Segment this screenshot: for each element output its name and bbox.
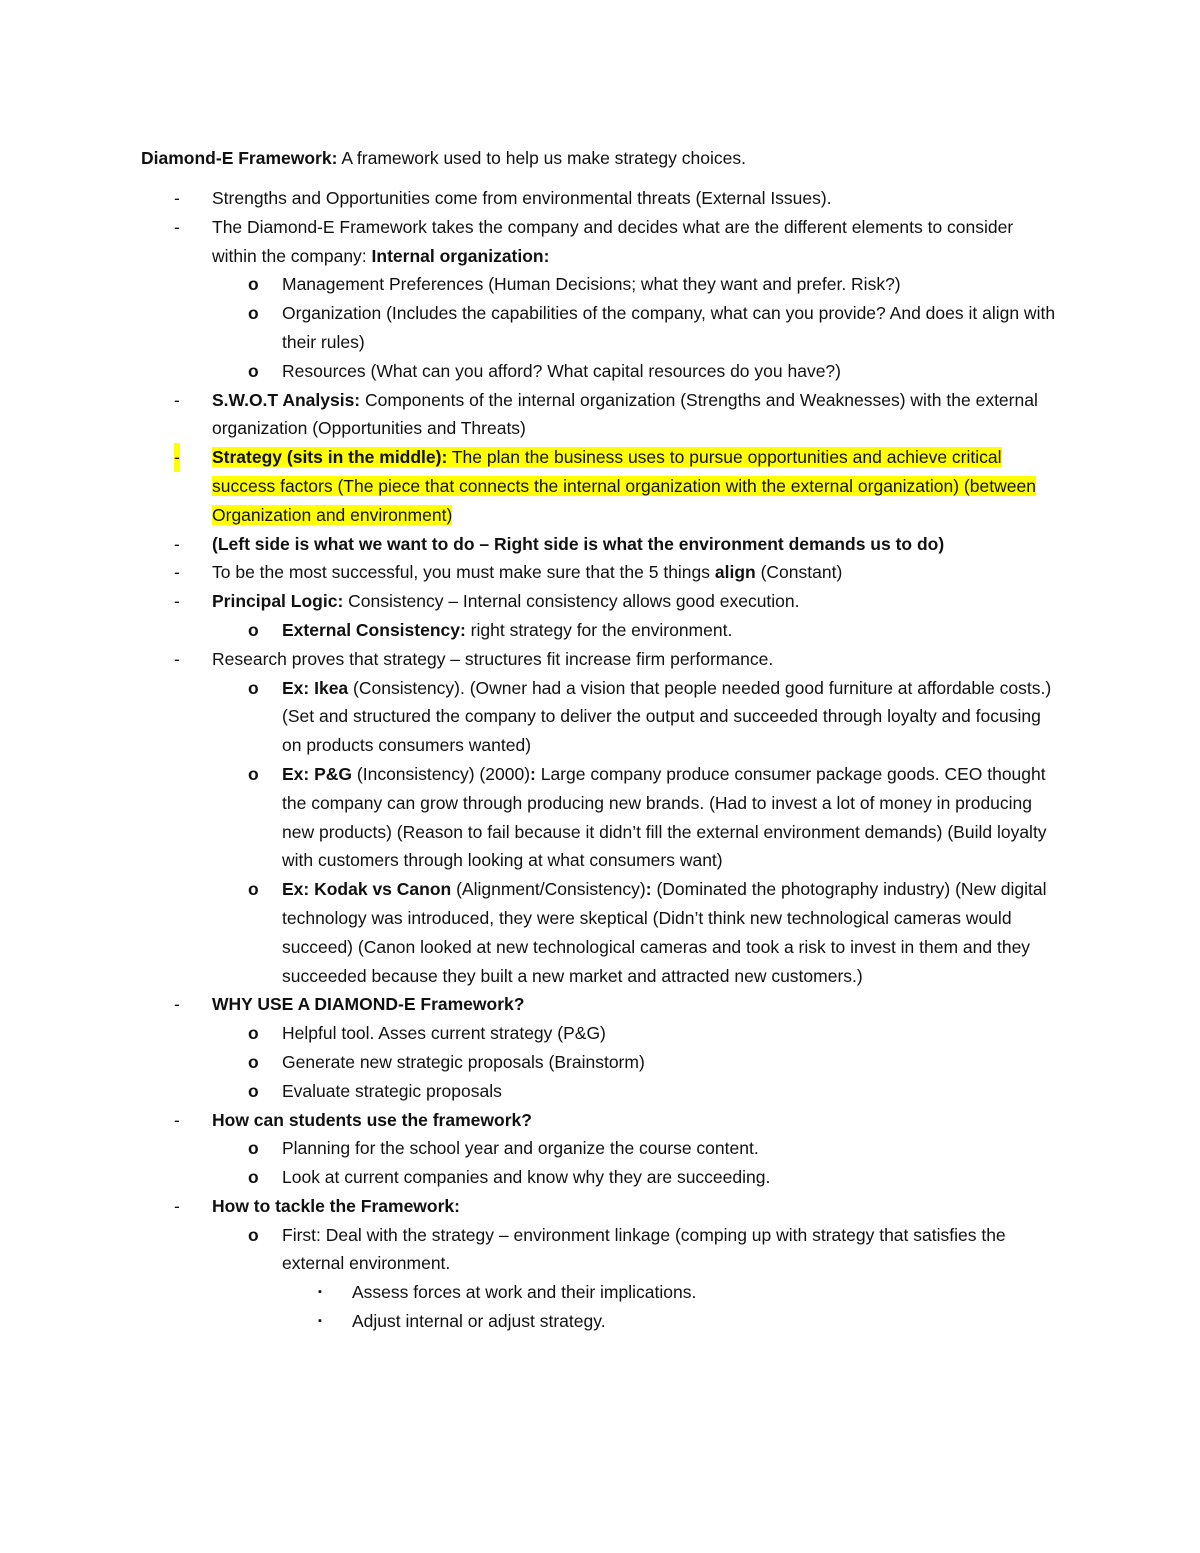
item-text bbox=[212, 213, 1060, 271]
bold-run: : bbox=[530, 763, 536, 784]
square-bullet: ▪ bbox=[318, 1315, 322, 1328]
item-text: Look at current companies and know why they are succeeding. bbox=[282, 1167, 771, 1188]
circle-bullet: o bbox=[248, 1051, 259, 1072]
circle-bullet: o bbox=[248, 677, 259, 698]
item-text: Generate new strategic proposals (Brainstorm) bbox=[282, 1051, 645, 1072]
item-text: Evaluate strategic proposals bbox=[282, 1080, 502, 1101]
item-text: Adjust internal or adjust strategy. bbox=[352, 1311, 606, 1332]
text-run: Consistency – Internal consistency allows good execution. bbox=[343, 591, 800, 612]
dash-bullet: - bbox=[174, 389, 180, 410]
sub-list-item bbox=[0, 1077, 1060, 1106]
list-item bbox=[0, 587, 1060, 616]
sub-list-item bbox=[0, 270, 1060, 299]
item-text: Organization (Includes the capabilities of the company, what can you provide? And does it align with their rules) bbox=[282, 303, 1056, 352]
item-text bbox=[212, 386, 1060, 444]
sub-sub-list-item bbox=[0, 1278, 1060, 1307]
item-text bbox=[212, 587, 1060, 616]
bold-run: Ex: Ikea bbox=[282, 677, 349, 698]
title-definition: A framework used to help us make strategy choices. bbox=[337, 148, 746, 168]
highlighted-list-item bbox=[0, 443, 1060, 529]
bold-run: : bbox=[645, 879, 652, 900]
text-run: Components of the internal organization (Strengths and Weaknesses) with the external organization (Opportunities and Threats) bbox=[212, 389, 1038, 439]
title-term: Diamond-E Framework: bbox=[141, 148, 338, 168]
notes-list bbox=[0, 184, 1200, 1336]
sub-list-item bbox=[0, 1048, 1060, 1077]
list-item bbox=[0, 213, 1060, 271]
list-item bbox=[0, 386, 1060, 444]
dash-bullet: - bbox=[174, 443, 180, 472]
sub-list-item bbox=[0, 875, 1060, 990]
bold-run: S.W.O.T Analysis: bbox=[212, 389, 361, 410]
text-run: (Consistency). (Owner had a vision that people needed good furniture at affordable costs.) (Set and structured the company to deliver the output and succeeded through loyalty and focusing on products consumers wanted) bbox=[282, 677, 1052, 756]
sub-list-item bbox=[0, 760, 1060, 875]
dash-bullet: - bbox=[174, 994, 180, 1015]
dash-bullet: - bbox=[174, 188, 180, 208]
item-text: How to tackle the Framework: bbox=[212, 1195, 460, 1216]
sub-list-item bbox=[0, 616, 1060, 645]
circle-bullet: o bbox=[248, 1023, 259, 1044]
text-run: Large company produce consumer package goods. CEO thought the company can grow through producing new brands. (Had to invest a lot of money in producing new products) (Reason to fail because it didn’t fill the external environment demands) (Build loyalty with customers through looking at what consumers want) bbox=[282, 763, 1047, 871]
item-text bbox=[212, 558, 1060, 587]
text-run: (Alignment/Consistency) bbox=[451, 879, 646, 900]
list-item bbox=[0, 645, 1060, 674]
text-run: right strategy for the environment. bbox=[465, 619, 733, 640]
dash-bullet: - bbox=[174, 591, 180, 612]
circle-bullet: o bbox=[248, 1080, 259, 1101]
item-text: Helpful tool. Asses current strategy (P&G) bbox=[282, 1023, 606, 1044]
dash-bullet: - bbox=[174, 533, 180, 554]
dash-bullet: - bbox=[174, 216, 180, 237]
dash-bullet: - bbox=[174, 1195, 180, 1216]
bold-run: External Consistency: bbox=[282, 619, 466, 640]
item-text: Resources (What can you afford? What capital resources do you have?) bbox=[282, 360, 841, 381]
sub-list-item bbox=[0, 674, 1060, 760]
dash-bullet: - bbox=[174, 648, 180, 669]
list-item bbox=[0, 1106, 1060, 1135]
sub-list-item bbox=[0, 1221, 1060, 1279]
circle-bullet: o bbox=[248, 303, 259, 324]
bold-run: Ex: Kodak vs Canon bbox=[282, 879, 452, 900]
item-text: Assess forces at work and their implications. bbox=[352, 1282, 697, 1303]
text-run: The plan the business uses to pursue opportunities and achieve critical success factors (The piece that connects the internal organization with the external organization) (between Organization and environment) bbox=[212, 447, 1036, 525]
item-text: Management Preferences (Human Decisions; what they want and prefer. Risk?) bbox=[282, 274, 901, 295]
circle-bullet: o bbox=[248, 619, 259, 640]
list-item bbox=[0, 530, 1060, 559]
text-run: The Diamond-E Framework takes the company and decides what are the different elements to consider within the company: bbox=[212, 216, 1014, 266]
sub-list-item bbox=[0, 1163, 1060, 1192]
item-text bbox=[282, 875, 1060, 990]
list-item bbox=[0, 558, 1060, 587]
circle-bullet: o bbox=[248, 763, 259, 784]
item-text bbox=[212, 443, 1060, 529]
list-item bbox=[0, 184, 1060, 213]
bold-run: Strategy (sits in the middle): bbox=[212, 447, 448, 468]
sub-list-item bbox=[0, 1134, 1060, 1163]
item-text: First: Deal with the strategy – environment linkage (comping up with strategy that satisfies the external environment. bbox=[282, 1224, 1006, 1274]
square-bullet: ▪ bbox=[318, 1286, 322, 1299]
item-text bbox=[282, 616, 1060, 645]
bold-run: Principal Logic: bbox=[212, 591, 344, 612]
document-title bbox=[141, 144, 746, 172]
circle-bullet: o bbox=[248, 1224, 259, 1245]
circle-bullet: o bbox=[248, 360, 259, 381]
bold-run: Internal organization: bbox=[371, 245, 550, 266]
dash-bullet: - bbox=[174, 562, 180, 583]
dash-bullet: - bbox=[174, 1109, 180, 1130]
text-run: (Constant) bbox=[755, 562, 843, 583]
item-text: WHY USE A DIAMOND-E Framework? bbox=[212, 994, 525, 1015]
item-text bbox=[282, 674, 1060, 760]
text-run: To be the most successful, you must make sure that the 5 things bbox=[212, 562, 715, 583]
text-run: (Dominated the photography industry) (New digital technology was introduced, they were skeptical (Didn’t think new technological cameras would succeed) (Canon looked at new technological cameras and took a risk to invest in them and they succeeded because they built a new market and attracted new customers.) bbox=[282, 879, 1047, 986]
bold-run: Ex: P&G bbox=[282, 763, 353, 784]
item-text: Strengths and Opportunities come from environmental threats (External Issues). bbox=[212, 188, 832, 208]
item-text: How can students use the framework? bbox=[212, 1109, 532, 1130]
sub-list-item bbox=[0, 299, 1060, 357]
circle-bullet: o bbox=[248, 1167, 259, 1188]
list-item bbox=[0, 990, 1060, 1019]
sub-sub-list-item bbox=[0, 1307, 1060, 1336]
text-run: (Inconsistency) (2000) bbox=[352, 763, 531, 784]
circle-bullet: o bbox=[248, 879, 259, 900]
item-text bbox=[282, 760, 1060, 875]
item-text: Research proves that strategy – structures fit increase firm performance. bbox=[212, 648, 774, 669]
circle-bullet: o bbox=[248, 274, 259, 295]
bold-run: align bbox=[714, 562, 756, 583]
circle-bullet: o bbox=[248, 1138, 259, 1159]
item-text: (Left side is what we want to do – Right side is what the environment demands us to do) bbox=[212, 533, 945, 554]
list-item bbox=[0, 1192, 1060, 1221]
item-text: Planning for the school year and organize the course content. bbox=[282, 1138, 759, 1159]
sub-list-item bbox=[0, 357, 1060, 386]
sub-list-item bbox=[0, 1019, 1060, 1048]
